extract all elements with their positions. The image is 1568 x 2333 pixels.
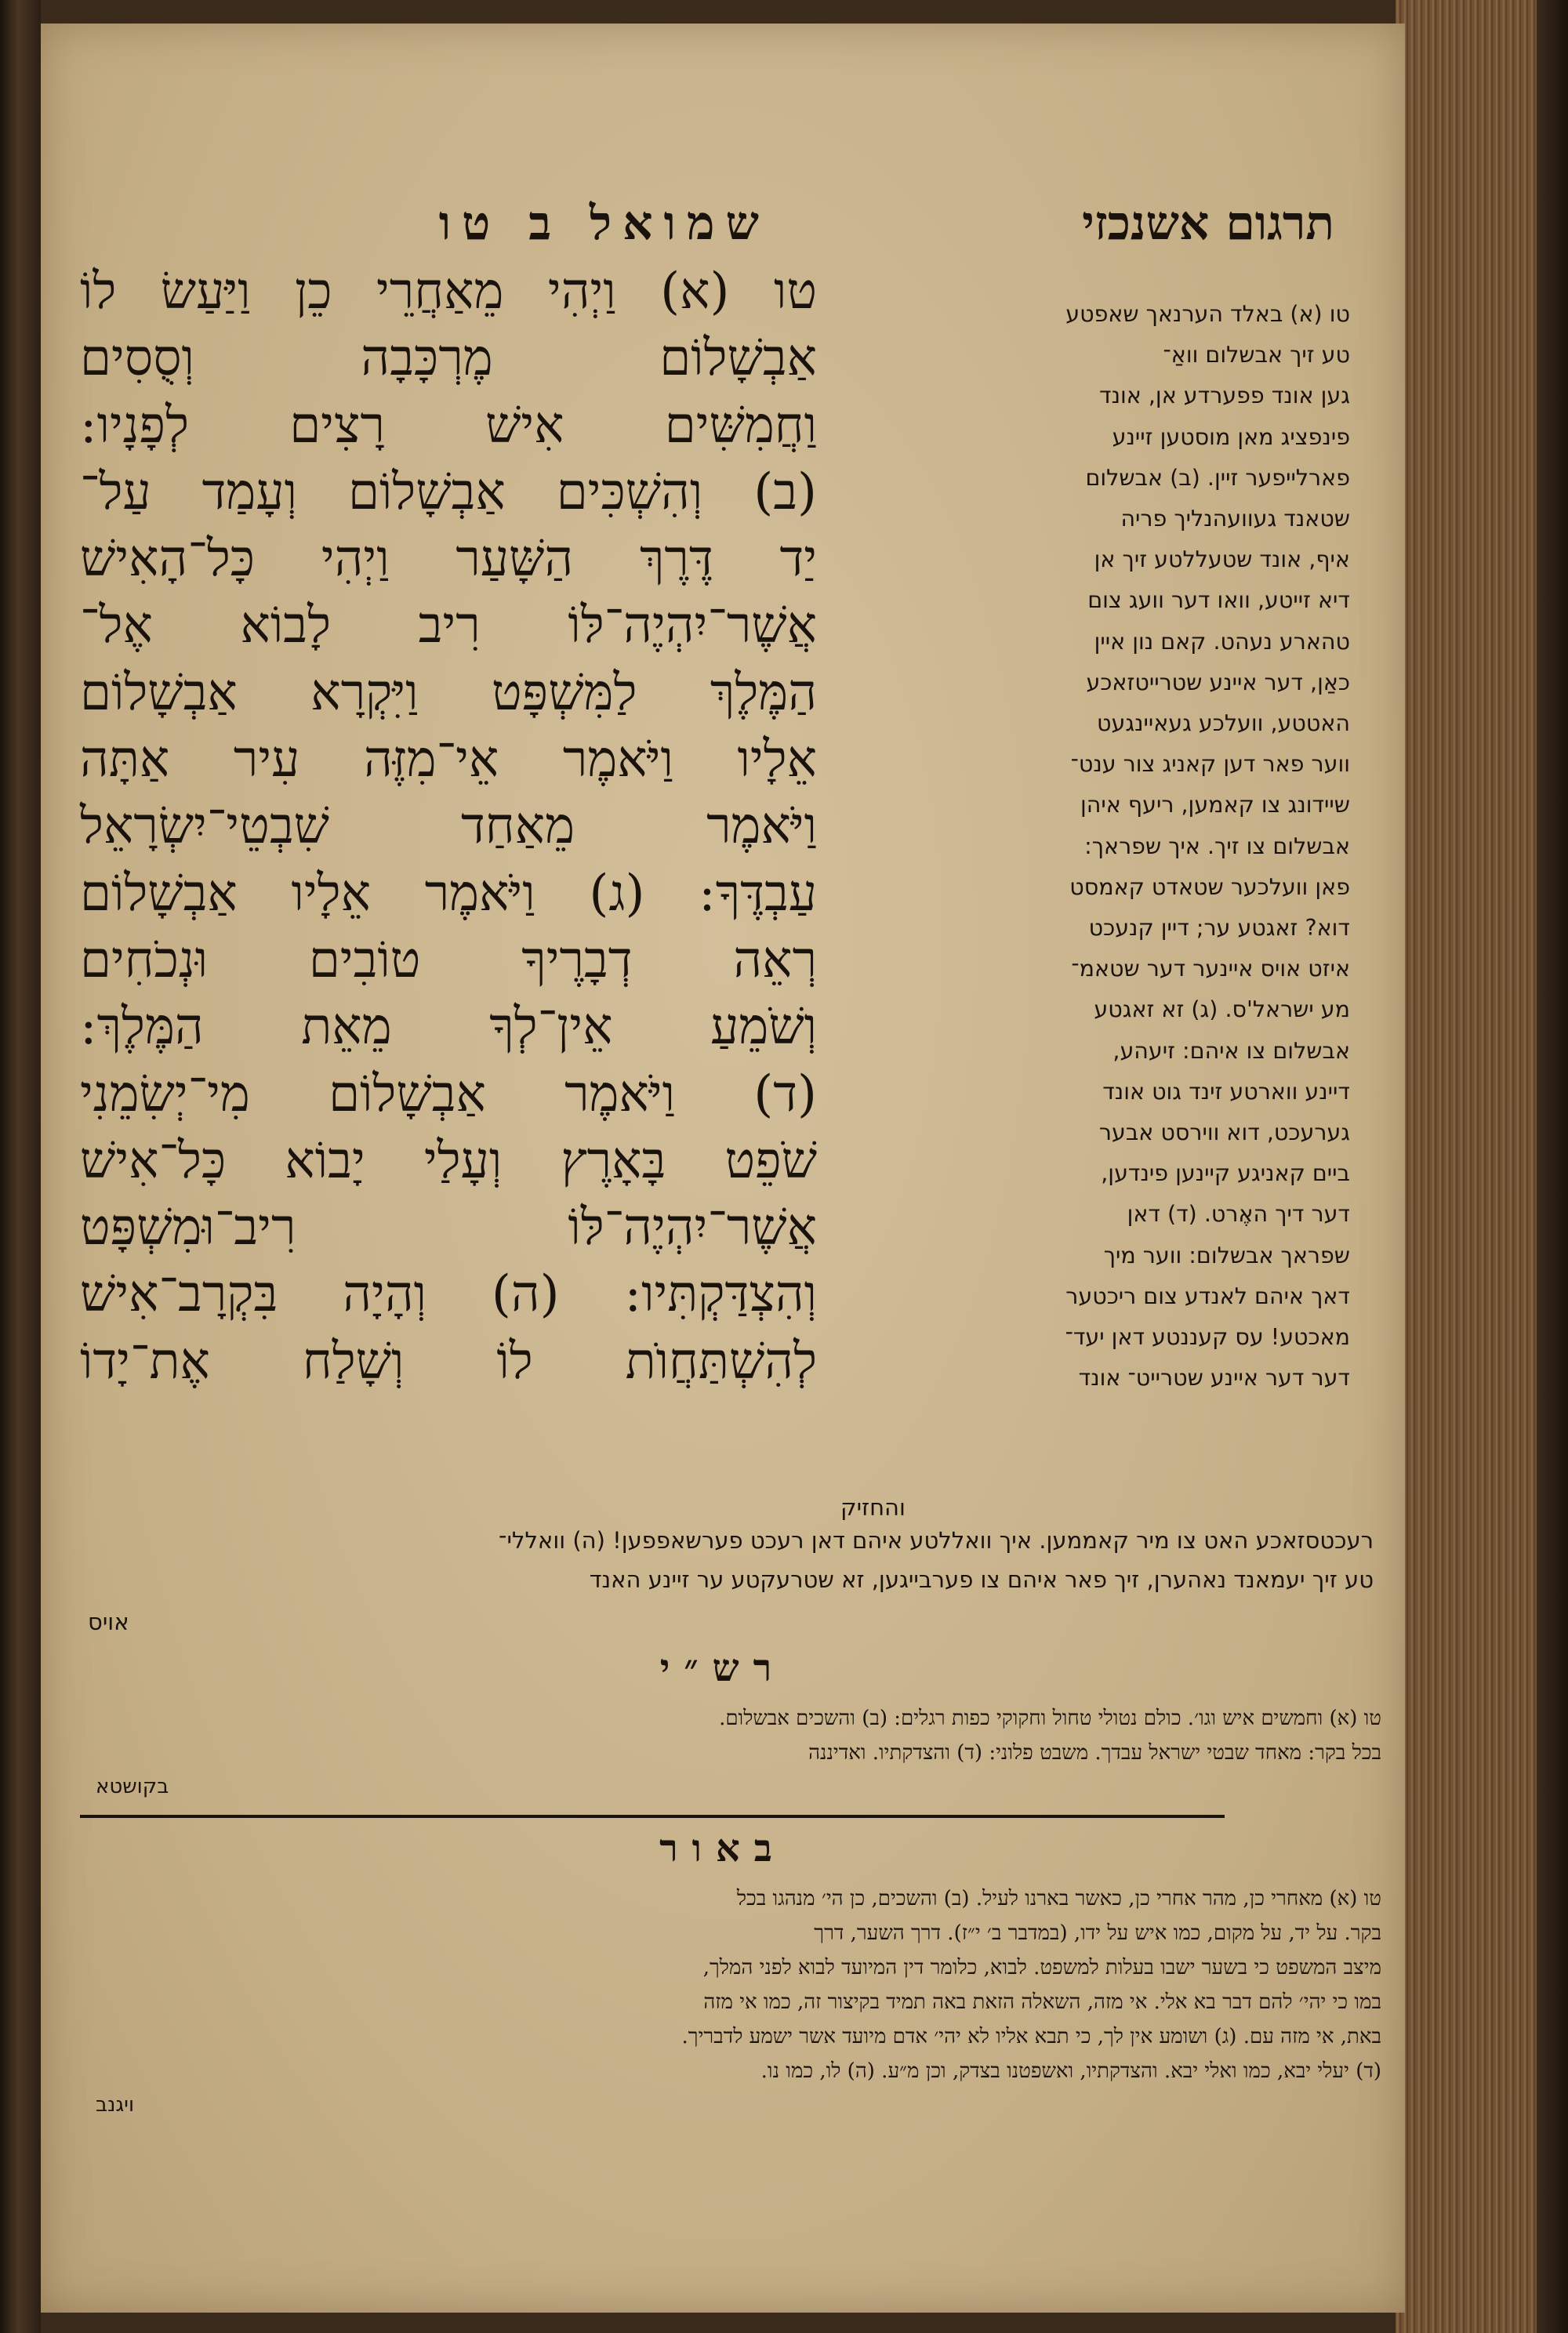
translation-full-line: טע זיך יעמאנד נאהערן, זיך פאר איהם צו פערבייגען, זא שטרעקטע ער זיינע האנד [589,1566,1374,1593]
main-line: וַיֹּאמֶר מֵאַחַד שִׁבְטֵי־יִשְׂרָאֵל [80,797,817,856]
catchword-translation: אויס [88,1609,129,1635]
translation-line: שפראך אבשלום: ווער מיך [1103,1242,1350,1268]
translation-line: אבשלום צו זיך. איך שפראך: [1084,833,1350,859]
section-divider [80,1815,1225,1818]
translation-line: דיינע ווארטע זינד גוט אונד [1102,1078,1350,1105]
translation-line: דער דיך האֶרט. (ד) דאן [1127,1201,1350,1228]
translation-full-line: רעכטסזאכע האט צו מיר קאממען. איך וואללטע איהם דאן רעכט פערשאפפען! (ה) וואללי־ [499,1527,1374,1554]
translation-line: פינפציג מאן מוסטען זיינע [1112,423,1350,450]
main-line: לְהִשְׁתַּחֲוֺת לוֹ וְשָׁלַח אֶת־יָדוֹ [80,1332,817,1391]
translation-line: איף, אונד שטעללטע זיך אן [1094,546,1350,573]
biur-line: (ד) יעלי יבא, כמו ואלי יבא. והצדקתיו, ואשפטנו בצדק, וכן מ״ע. (ה) לו, כמו נו. [760,2059,1381,2083]
translation-line: ביים קאניגע קיינען פינדען, [1101,1160,1350,1187]
translation-line: טהארע נעהט. קאם נון איין [1094,628,1350,655]
translation-line: דאך איהם לאנדע צום ריכטער [1065,1283,1350,1309]
biur-line: באת, אי מזה עם. (ג) ושומע אין לך, כי תבא אליו לא יהי׳ אדם מיועד אשר ישמע לדבריך. [681,2025,1381,2048]
biur-commentary [96,1881,1381,2088]
translation-line: אבשלום צו איהם: זיעהע, [1112,1037,1350,1064]
rashi-title: רש״י [659,1646,786,1690]
translation-line: טע זיך אבשלום וואַ־ [1163,342,1350,368]
main-line: טו (א) וַיְהִי מֵאַחֲרֵי כֵן וַיַּעַשׂ לוֹ [80,263,817,321]
main-line: אֲשֶׁר־יִהְיֶה־לּוֹ רִיב לָבוֹא אֶל־ [80,597,817,655]
main-line: וְהִצְדַּקְתִּיו: (ה) וְהָיָה בִּקְרָב־אִישׁ [80,1265,817,1324]
translation-line: ווער פאר דען קאניג צור ענט־ [1070,751,1350,778]
translation-column [982,294,1350,1399]
translation-line: דער דער איינע שטרייט־ אונד [1078,1365,1350,1391]
rashi-commentary [96,1701,1381,1770]
translation-line: דיא זייטע, וואו דער וועג צום [1087,587,1350,614]
translation-line: דוא? זאגטע ער; דיין קנעכט [1088,915,1350,942]
main-line: וַחֲמִשִּׁים אִישׁ רָצִים לְפָנָיו: [80,396,817,455]
main-line: שֹׁפֵט בָּאָרֶץ וְעָלַי יָבוֹא כָּל־אִישׁ [80,1131,817,1190]
translation-line: איזט אויס איינער דער שטאמ־ [1071,956,1350,982]
translation-line: שטאנד געוועהנליך פריה [1120,506,1350,532]
main-line: רְאֵה דְבָרֶיךָ טוֹבִים וּנְכֹחִים [80,931,817,989]
main-line: יַד דֶּרֶךְ הַשָּׁעַר וַיְהִי כָּל־הָאִישׁ [80,530,817,589]
book-page [41,24,1405,2313]
translation-line: פאן וועלכער שטאדט קאמסט [1069,873,1350,900]
rashi-line: טו (א) וחמשים איש וגו׳. כולם נטולי טחול וחקוקי כפות רגלים: (ב) והשכים אבשלום. [719,1707,1381,1730]
translation-line: שיידונג צו קאמען, ריעף איהן [1080,792,1350,818]
translation-full-width [96,1521,1374,1599]
translation-line: מע ישראל'ס. (ג) זא זאגטע [1094,996,1350,1023]
catchword-rashi: בקושטא [96,1775,169,1798]
translation-line: כאַן, דער איינע שטרייטזאכע [1086,669,1350,695]
biur-line: מיצב המשפט כי בשער ישבו בעלות למשפט. לבוא, כלומר דין המיועד לבוא לפני המלך, [702,1956,1381,1979]
biur-line: במו כי יהי׳ להם דבר בא אלי. אי מזה, השאלה הזאת באה תמיד בקיצור זה, כמו אי מזה [703,1990,1381,2014]
biur-title: באור [659,1827,786,1870]
translation-line: פארלייפער זיין. (ב) אבשלום [1085,464,1350,491]
translation-line: גערעכט, דוא ווירסט אבער [1098,1119,1350,1146]
translation-line: טו (א) באלד הערנאך שאפטע [1065,301,1350,327]
catchword-main: והחזיק [840,1494,906,1521]
biur-line: בקר. על יד, על מקום, כמו איש על ידו, (במדבר ב׳ י״ז). דרך השער, דרך [814,1921,1381,1945]
main-line: הַמֶּלֶךְ לַמִּשְׁפָּט וַיִּקְרָא אַבְשָׁלוֹם [80,663,817,722]
main-line: (ב) וְהִשְׁכִּים אַבְשָׁלוֹם וְעָמַד עַל־ [80,463,817,521]
running-head-book: שמואל ב טו [438,196,770,251]
translation-line: גען אונד פפערדע אן, אונד [1099,383,1350,409]
running-head-translation: תרגום אשנכזי [1082,196,1334,251]
main-line: אַבְשָׁלוֹם מֶרְכָּבָה וְסֻסִים [80,329,817,388]
translation-line: מאכטע! עס קעננטע דאן יעד־ [1065,1324,1350,1351]
main-line: וְשֹׁמֵעַ אֵין־לְךָ מֵאֵת הַמֶּלֶךְ: [80,998,817,1057]
book-spine-edge [0,0,41,2333]
translation-line: האטטע, וועלכע געאיינגעט [1097,710,1350,737]
main-line: אֲשֶׁר־יִהְיֶה־לּוֹ רִיב־וּמִשְׁפָּט [80,1199,817,1257]
page-stack-edge [1396,0,1568,2333]
rashi-line: בכל בקר: מאחד שבטי ישראל עבדך. משבט פלוני: (ד) והצדקתיו. ואדיננה [808,1741,1381,1765]
biur-line: טו (א) מאחרי כן, מהר אחרי כן, כאשר בארנו לעיל. (ב) והשכים, כן הי׳ מנהגו בכל [736,1887,1381,1910]
catchword-biur: ויגנב [96,2093,135,2117]
hebrew-main-text [80,259,817,1395]
main-line: אֵלָיו וַיֹּאמֶר אֵי־מִזֶּה עִיר אַתָּה [80,731,817,789]
main-line: (ד) וַיֹּאמֶר אַבְשָׁלוֹם מִי־יְשִׂמֵנִי [80,1065,817,1123]
main-line: עַבְדֶּךָ: (ג) וַיֹּאמֶר אֵלָיו אַבְשָׁלוֹם [80,864,817,923]
